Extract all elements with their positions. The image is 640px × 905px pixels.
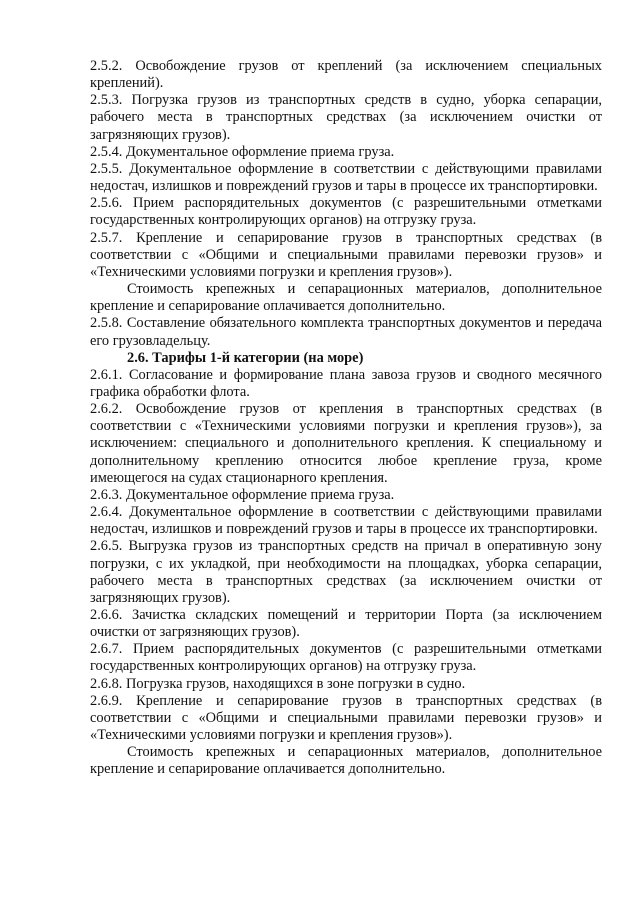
paragraph-2-6-1: 2.6.1. Согласование и формирование плана завоза грузов и сводного месячного графика обработки флота. bbox=[90, 366, 602, 400]
paragraph-2-5-2: 2.5.2. Освобождение грузов от креплений (за исключением специальных креплений). bbox=[90, 58, 602, 92]
paragraph-2-6-5: 2.6.5. Выгрузка грузов из транспортных средств на причал в оперативную зону погрузки, с их укладкой, при необходимости на площадках, уборка сепарации, рабочего места в транспортных средствах (за исключением очистки от загрязняющих грузов). bbox=[90, 538, 602, 606]
paragraph-2-5-7: 2.5.7. Крепление и сепарирование грузов в транспортных средствах (в соответствии с «Общими и специальными правилами перевозки грузов» и «Техническими условиями погрузки и крепления грузов»). bbox=[90, 229, 602, 280]
section-heading-2-6: 2.6. Тарифы 1-й категории (на море) bbox=[127, 349, 364, 366]
paragraph-2-6-7: 2.6.7. Прием распорядительных документов (с разрешительными отметками государственных контролирующих органов) на отгрузку груза. bbox=[90, 641, 602, 675]
paragraph-2-6-4: 2.6.4. Документальное оформление в соответствии с действующими правилами недостач, излишков и повреждений грузов и тары в процессе их транспортировки. bbox=[90, 504, 602, 538]
paragraph-cost-note-b: Стоимость крепежных и сепарационных материалов, дополнительное крепление и сепарирование оплачивается дополнительно. bbox=[90, 744, 602, 778]
paragraph-2-6-2: 2.6.2. Освобождение грузов от крепления в транспортных средствах (в соответствии с «Техническими условиями погрузки и крепления грузов»), за исключением: специального и дополнительного крепления. К специальному и дополнительному креплению относится любое крепление груза, кроме имеющегося на судах стационарного крепления. bbox=[90, 401, 602, 486]
paragraph-2-5-4: 2.5.4. Документальное оформление приема груза. bbox=[90, 143, 395, 160]
paragraph-2-6-6: 2.6.6. Зачистка складских помещений и территории Порта (за исключением очистки от загрязняющих грузов). bbox=[90, 607, 602, 641]
paragraph-2-5-3: 2.5.3. Погрузка грузов из транспортных средств в судно, уборка сепарации, рабочего места в транспортных средствах (за исключением очистки от загрязняющих грузов). bbox=[90, 92, 602, 143]
paragraph-2-5-6: 2.5.6. Прием распорядительных документов (с разрешительными отметками государственных контролирующих органов) на отгрузку груза. bbox=[90, 195, 602, 229]
document-body bbox=[90, 58, 602, 779]
paragraph-2-5-8: 2.5.8. Составление обязательного комплекта транспортных документов и передача его грузовладельцу. bbox=[90, 315, 602, 349]
paragraph-cost-note-a: Стоимость крепежных и сепарационных материалов, дополнительное крепление и сепарирование оплачивается дополнительно. bbox=[90, 281, 602, 315]
paragraph-2-6-8: 2.6.8. Погрузка грузов, находящихся в зоне погрузки в судно. bbox=[90, 675, 466, 692]
paragraph-2-6-3: 2.6.3. Документальное оформление приема груза. bbox=[90, 486, 395, 503]
paragraph-2-5-5: 2.5.5. Документальное оформление в соответствии с действующими правилами недостач, излишков и повреждений грузов и тары в процессе их транспортировки. bbox=[90, 160, 602, 195]
paragraph-2-6-9: 2.6.9. Крепление и сепарирование грузов в транспортных средствах (в соответствии с «Общими и специальными правилами перевозки грузов» и «Техническими условиями погрузки и крепления грузов»). bbox=[90, 692, 602, 744]
